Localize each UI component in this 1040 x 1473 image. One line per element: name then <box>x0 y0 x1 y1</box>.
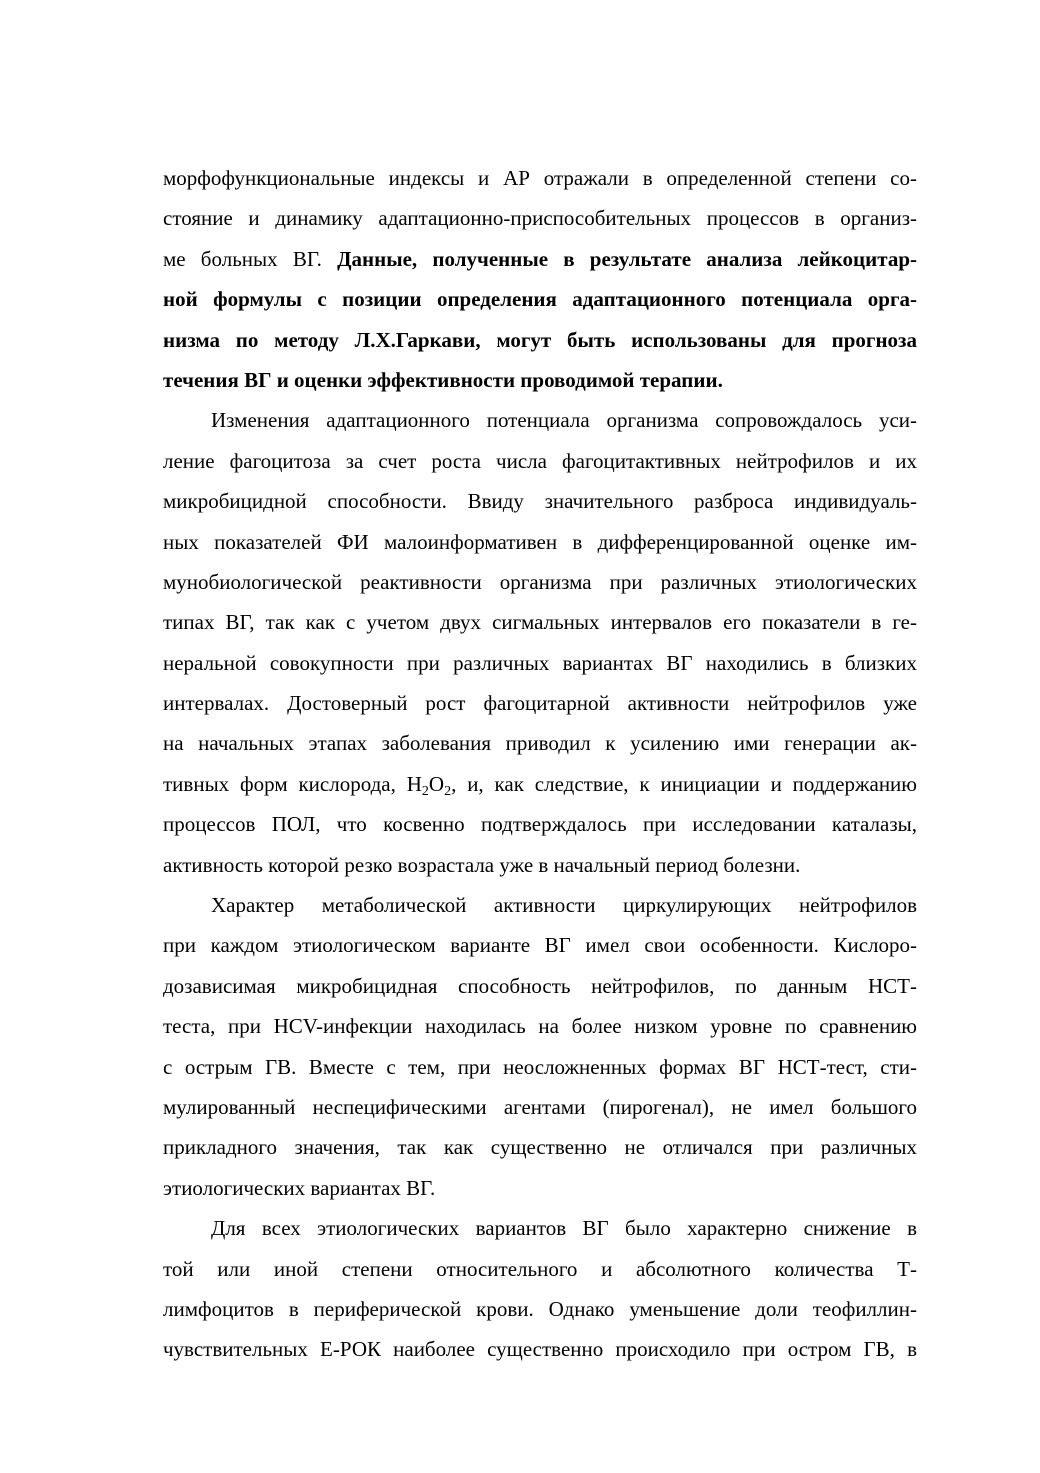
text-line <box>163 1249 917 1289</box>
text-run: теста, при HCV-инфекции находилась на более низком уровне по сравнению <box>163 1014 917 1039</box>
text-line <box>163 602 917 642</box>
text-run: ме больных ВГ. <box>163 246 338 271</box>
text-line <box>163 1047 917 1087</box>
text-run: мулированный неспецифическими агентами (пирогенал), не имел большого <box>163 1094 917 1119</box>
text-run: стояние и динамику адаптационно-приспособительных процессов в организ- <box>163 206 917 231</box>
text-line <box>163 1168 917 1208</box>
text-run: той или иной степени относительного и абсолютного количества Т- <box>163 1256 917 1281</box>
text-line <box>163 320 917 360</box>
text-line <box>163 804 917 844</box>
subscript-text: 2 <box>444 783 452 799</box>
text-run: мунобиологической реактивности организма при различных этиологических <box>163 569 917 594</box>
text-line <box>163 643 917 683</box>
text-line <box>163 279 917 319</box>
text-run: этиологических вариантах ВГ. <box>163 1175 436 1200</box>
text-line <box>163 239 917 279</box>
paragraph-p4 <box>163 1208 917 1370</box>
text-run: микробицидной способности. Ввиду значительного разброса индивидуаль- <box>163 489 917 514</box>
text-line <box>163 885 917 925</box>
text-line <box>163 1289 917 1329</box>
text-run: чувствительных Е-РОК наиболее существенно происходило при остром ГВ, в <box>163 1337 917 1362</box>
text-line <box>163 1329 917 1369</box>
text-run: морфофункциональные индексы и АР отражали в определенной степени со- <box>163 166 917 190</box>
text-line <box>163 441 917 481</box>
text-line <box>163 966 917 1006</box>
bold-text: Данные, полученные в результате анализа лейкоцитар- <box>337 246 917 271</box>
subscript-text: 2 <box>421 783 429 799</box>
text-run: интервалах. Достоверный рост фагоцитарной активности нейтрофилов уже <box>163 691 917 716</box>
text-line <box>163 1208 917 1248</box>
text-run: неральной совокупности при различных вариантах ВГ находились в близких <box>163 650 917 675</box>
text-line <box>163 764 917 804</box>
text-line <box>163 683 917 723</box>
text-line <box>163 845 917 885</box>
text-line <box>163 1087 917 1127</box>
text-line <box>163 562 917 602</box>
bold-text: ной формулы с позиции определения адаптационного потенциала орга- <box>163 287 917 312</box>
text-line <box>163 198 917 238</box>
text-run: на начальных этапах заболевания приводил к усилению ими генерации ак- <box>163 731 917 756</box>
bold-text: низма по методу Л.Х.Гаркави, могут быть использованы для прогноза <box>163 327 917 352</box>
text-run: Изменения адаптационного потенциала организма сопровождалось уси- <box>211 408 917 433</box>
text-run: прикладного значения, так как существенно не отличался при различных <box>163 1135 917 1160</box>
text-line <box>163 158 917 198</box>
text-line <box>163 723 917 763</box>
text-run: O <box>428 771 445 796</box>
text-run: Характер метаболической активности циркулирующих нейтрофилов <box>211 893 917 918</box>
text-line <box>163 925 917 965</box>
text-run: , и, как следствие, к инициации и поддержанию <box>451 771 917 796</box>
text-run: ление фагоцитоза за счет роста числа фагоцитактивных нейтрофилов и их <box>163 448 917 473</box>
paragraph-p2 <box>163 400 917 885</box>
text-run: активность которой резко возрастала уже в начальный период болезни. <box>163 852 801 877</box>
text-run: ных показателей ФИ малоинформативен в дифференцированной оценке им- <box>163 529 917 554</box>
text-run: процессов ПОЛ, что косвенно подтверждалось при исследовании каталазы, <box>163 812 917 837</box>
text-run: тивных форм кислорода, H <box>163 771 422 796</box>
paragraph-p3 <box>163 885 917 1208</box>
bold-text: течения ВГ и оценки эффективности проводимой терапии. <box>163 367 723 392</box>
text-line <box>163 1006 917 1046</box>
text-run: типах ВГ, так как с учетом двух сигмальных интервалов его показатели в ге- <box>163 610 917 635</box>
text-run: лимфоцитов в периферической крови. Однако уменьшение доли теофиллин- <box>163 1296 917 1321</box>
paragraph-p1 <box>163 158 917 400</box>
text-line <box>163 522 917 562</box>
text-run: дозависимая микробицидная способность нейтрофилов, по данным НСТ- <box>163 973 917 998</box>
text-run: при каждом этиологическом варианте ВГ имел свои особенности. Кислоро- <box>163 933 917 958</box>
text-line <box>163 400 917 440</box>
document-page <box>163 158 917 1370</box>
text-line <box>163 1127 917 1167</box>
text-line <box>163 360 917 400</box>
text-run: Для всех этиологических вариантов ВГ было характерно снижение в <box>211 1216 917 1241</box>
text-run: с острым ГВ. Вместе с тем, при неосложненных формах ВГ НСТ-тест, сти- <box>163 1054 917 1079</box>
text-line <box>163 481 917 521</box>
